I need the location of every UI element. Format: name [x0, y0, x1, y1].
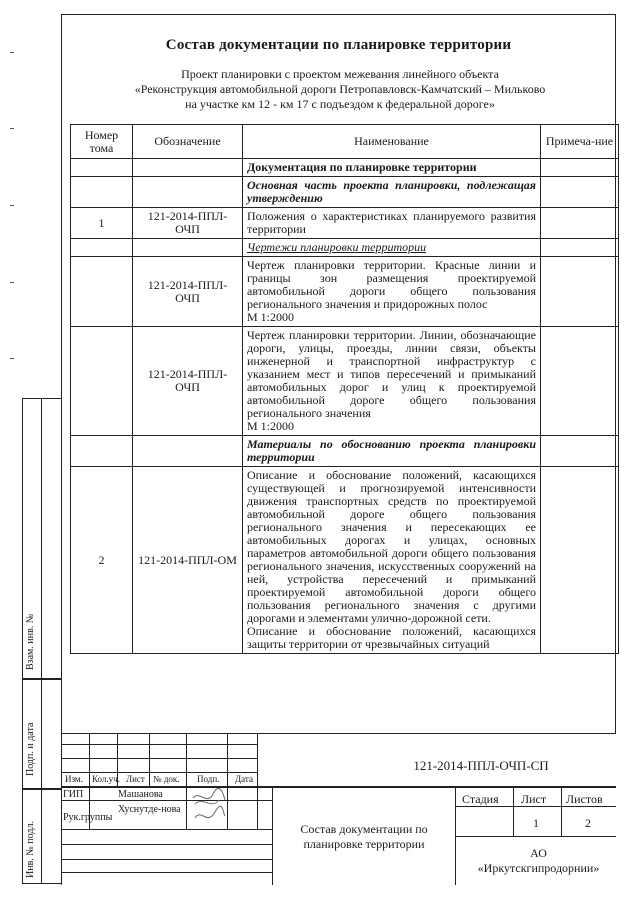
table-row: [71, 257, 619, 327]
edge-tick: [10, 205, 14, 206]
project-line-1: Проект планировки с проектом межевания линейного объекта: [181, 67, 499, 81]
project-line-2: «Реконструкция автомобильной дороги Петропавловск-Камчатский – Мильково: [134, 82, 546, 96]
header-volume: Номер тома: [71, 125, 133, 159]
document-name-stamp: Состав документации по планировке территории: [300, 822, 428, 851]
sheet-value: 1: [533, 816, 539, 830]
table-row: [71, 159, 619, 177]
org-line-2: «Иркутскгипродорнии»: [477, 861, 600, 875]
edge-tick: [10, 128, 14, 129]
table-row: [71, 327, 619, 436]
documentation-table: [70, 124, 619, 654]
drawing-description: Чертеж планировки территории. Красные линии и границы зон размещения проектируемой автомобильной дороги общего пользования регионального значения и придорожных полос: [247, 258, 536, 311]
name-mashanova: Машанова: [118, 789, 163, 800]
table-row: [71, 239, 619, 257]
col-izm: Изм.: [65, 774, 83, 784]
stage-label: Стадия: [462, 792, 499, 806]
role-group-lead: Рук.группы: [63, 812, 113, 823]
title-block: [61, 733, 616, 884]
designation-code: 121-2014-ППЛ-ОЧП: [133, 257, 243, 327]
subsection-materials: Материалы по обоснованию проекта планировки территории: [243, 436, 541, 467]
sheets-label: Листов: [566, 792, 603, 806]
table-row: [71, 467, 619, 654]
role-gip: ГИП: [63, 789, 84, 800]
col-kol-uch: Кол.уч.: [92, 774, 120, 784]
header-designation: Обозначение: [133, 125, 243, 159]
document-code: 121-2014-ППЛ-ОЧП-СП: [413, 758, 549, 773]
table-header-row: [71, 125, 619, 159]
drawing-scale: М 1:2000: [247, 419, 295, 433]
sheet-label: Лист: [521, 792, 547, 806]
organization: [461, 846, 616, 876]
drawing-scale: М 1:2000: [247, 310, 295, 324]
zam-inv-label: Взам. инв. №: [25, 613, 36, 670]
justification-text: Описание и обоснование положений, касающихся существующей и прогнозируемой интенсивности движения транспортных средств по проектируемой автомобильной дороге общего пользования регионального значения и пересекающих ее автомобильных дорогах и улицах, основных параметров автомобильной дороги общего пользования регионального значения, искусственных сооружений на ней, устройства пересечений и примыканий проектируемой автомобильной дороги общего пользования регионального значения с другими дорогами и элементами улично-дорожной сети.: [247, 468, 536, 625]
justification-text: Описание и обоснование положений, касающихся защиты территории от чрезвычайных ситуаций: [247, 624, 536, 651]
document-name: [243, 467, 541, 654]
table-row: [71, 177, 619, 208]
header-name: Наименование: [243, 125, 541, 159]
volume-number: 1: [71, 208, 133, 239]
name-khusnutdenova: Хуснутде-нова: [118, 804, 181, 815]
document-name: Положения о характеристиках планируемого развития территории: [243, 208, 541, 239]
signature-image: [189, 786, 229, 828]
project-description: [80, 67, 600, 112]
col-list: Лист: [126, 774, 145, 784]
edge-tick: [10, 282, 14, 283]
subsection-drawings: Чертежи планировки территории: [243, 239, 541, 257]
col-podp: Подп.: [197, 774, 220, 784]
table-row: [71, 208, 619, 239]
designation-code: 121-2014-ППЛ-ОЧП: [133, 208, 243, 239]
table-row: [71, 436, 619, 467]
document-name: [243, 327, 541, 436]
col-date: Дата: [235, 774, 253, 784]
edge-tick: [10, 52, 14, 53]
header-note: Примеча-ние: [541, 125, 619, 159]
designation-code: 121-2014-ППЛ-ОМ: [133, 467, 243, 654]
podp-date-label: Подп. и дата: [25, 722, 36, 776]
edge-tick: [10, 358, 14, 359]
org-line-1: АО: [530, 846, 547, 860]
project-line-3: на участке км 12 - км 17 с подъездом к федеральной дороге»: [185, 97, 495, 111]
designation-code: 121-2014-ППЛ-ОЧП: [133, 327, 243, 436]
left-stamp-strip: [22, 398, 61, 884]
section-heading: Документация по планировке территории: [243, 159, 541, 177]
drawing-description: Чертеж планировки территории. Линии, обозначающие дороги, улицы, проезды, линии связи, объекты инженерной и транспортной инфраструктур с указанием мест и типов пересечений и примыканий автомобильных дорог и улиц к проектируемой автомобильной дороге общего пользования регионального значения: [247, 328, 536, 420]
subsection-main-part: Основная часть проекта планировки, подлежащая утверждению: [243, 177, 541, 208]
volume-number: 2: [71, 467, 133, 654]
page-title: Состав документации по планировке территории: [165, 37, 512, 53]
inv-podl-label: Инв. № подл.: [25, 821, 36, 878]
col-n-dok: № док.: [153, 774, 180, 784]
sheets-value: 2: [585, 816, 591, 830]
document-name: [243, 257, 541, 327]
